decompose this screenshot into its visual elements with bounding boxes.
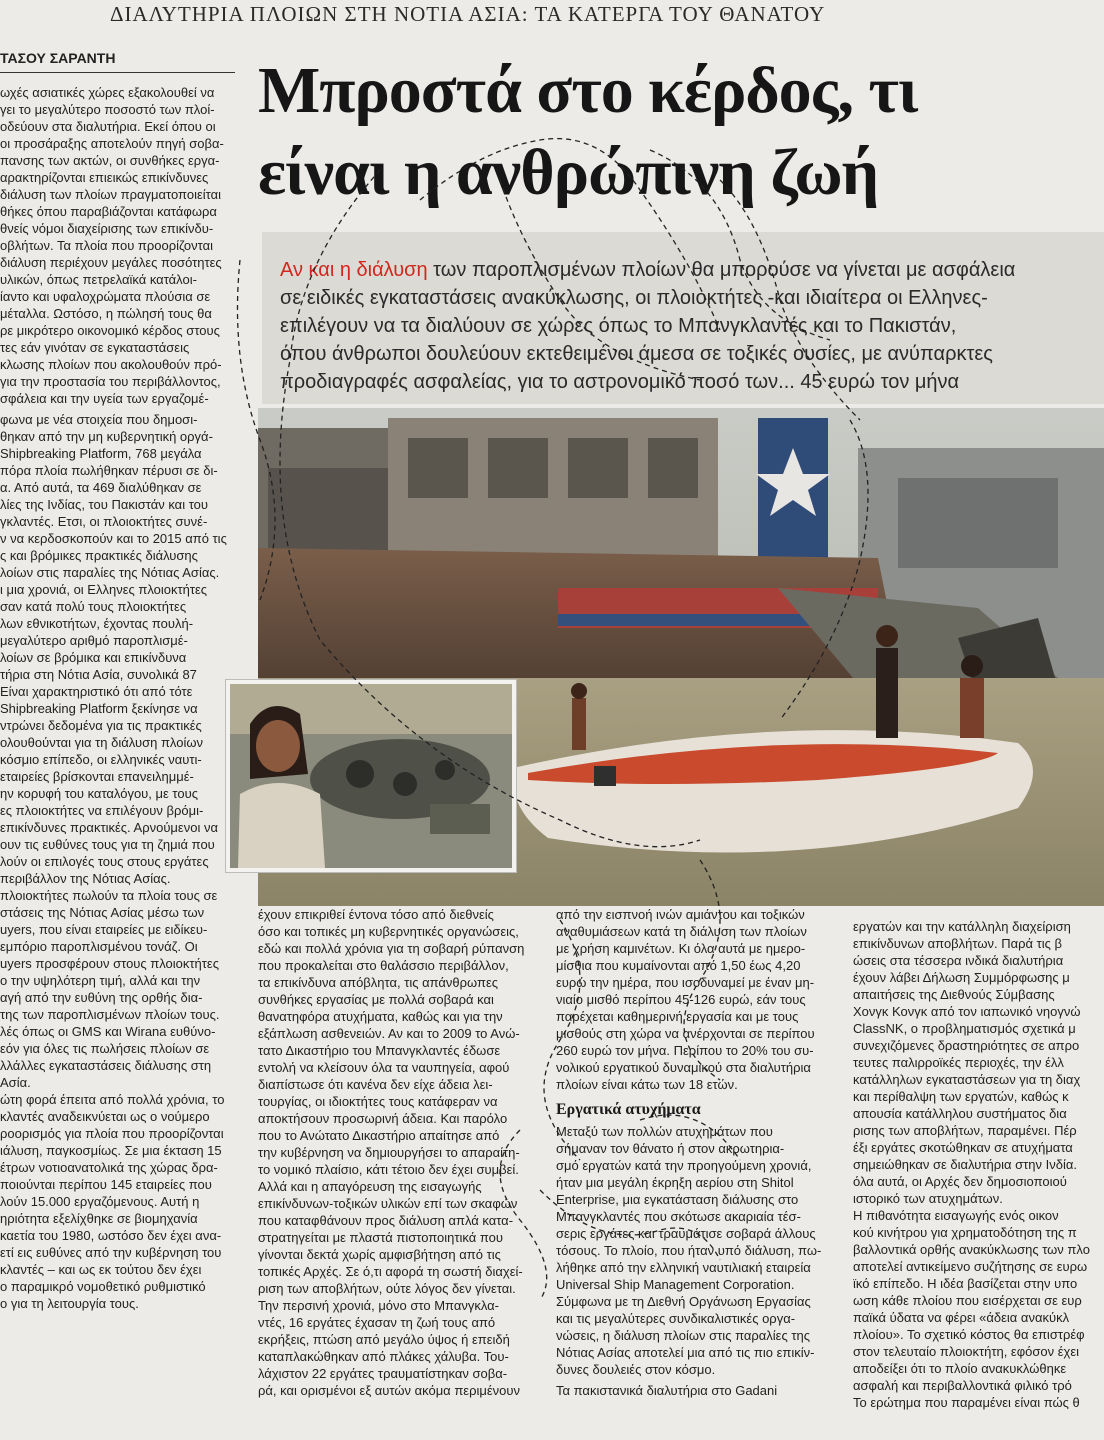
lede-lead-in: Αν και η διάλυση: [280, 259, 428, 281]
text-line: ντρώνει δεδομένα για τις πρακτικές: [0, 718, 202, 733]
text-line: ροορισμός για πλοία που προορίζονται: [0, 1126, 224, 1141]
text-line: που προκαλείται στο θαλάσσιο περιβάλλον,: [258, 958, 509, 973]
text-line: εδώ και πολλά χρόνια για τη σοβαρή ρύπανση: [258, 941, 525, 956]
lede-line-2: σε ειδικές εγκαταστάσεις ανακύκλωσης, οι πλοιοκτήτες -και ιδιαίτερα οι Ελληνες-: [280, 287, 988, 309]
text-line: θηκαν από την μη κυβερνητική οργά-: [0, 429, 213, 444]
section-kicker: ΔΙΑΛΥΤΗΡΙΑ ΠΛΟΙΩΝ ΣΤΗ ΝΟΤΙΑ ΑΣΙΑ: ΤΑ ΚΑΤΕΡΓΑ ΤΟΥ ΘΑΝΑΤΟΥ: [110, 2, 826, 26]
text-line: αγή από την ευθύνη της ορθής δια-: [0, 990, 203, 1005]
text-line: ριση των αποβλήτων, ούτε λόγος δεν γίνεται.: [258, 1281, 516, 1296]
text-line: αποδείξει ότι το πλοίο ανακυκλώθηκε: [853, 1361, 1067, 1376]
headline: [258, 50, 1104, 220]
text-line: παρέχεται καθημερινή εργασία και με τους: [556, 1009, 799, 1024]
text-line: αποκτήσουν προσωρινή άδεια. Και παρόλο: [258, 1111, 508, 1126]
lede-line-3: επιλέγουν να τα διαλύουν σε χώρες όπως το Μπανγκλαντές και το Πακιστάν,: [280, 315, 957, 337]
text-line: τουργίας, οι ιδιοκτήτες τους κατάφεραν να: [258, 1094, 498, 1109]
text-line: Ασία.: [0, 1075, 31, 1090]
text-line: έτρων νοτιοανατολικά της χώρας δρα-: [0, 1160, 218, 1175]
text-line: Μεταξύ των πολλών ατυχημάτων που: [556, 1124, 773, 1139]
text-line: από την εισπνοή ινών αμιάντου και τοξικών: [556, 907, 805, 922]
text-line: απαιτήσεις της Διεθνούς Σύμβασης: [853, 987, 1055, 1002]
lede-line-5: προδιαγραφές ασφαλείας, για το αστρονομικό ποσό των... 45 ευρώ τον μήνα: [280, 371, 960, 393]
text-line: θανατηφόρα ατυχήματα, καθώς και για την: [258, 1009, 503, 1024]
text-line: συνεχιζόμενες δραστηριότητες σε απρο: [853, 1038, 1080, 1053]
text-line: ClassNK, ο προβληματισμός σχετικά μ: [853, 1021, 1076, 1036]
text-line: λοίων σε βρόμικα και επικίνδυνα: [0, 650, 187, 665]
text-line: διαπίστωσε ότι κανένα δεν είχε άδεια λει-: [258, 1077, 493, 1092]
text-line: Shipbreaking Platform ξεκίνησε να: [0, 701, 198, 716]
text-line: ην κορυφή του καταλόγου, με τους: [0, 786, 198, 801]
text-line: Τα πακιστανικά διαλυτήρια στο Gadani: [556, 1383, 778, 1398]
text-line: που το Ανώτατο Δικαστήριο απαίτησε από: [258, 1128, 500, 1143]
text-line: αποτελεί αντικείμενο συζήτησης σε ευρω: [853, 1259, 1088, 1274]
text-line: κατάλληλων εγκαταστάσεων για τη διαχ: [853, 1072, 1081, 1087]
text-line: ωση κάθε πλοίου που εισέρχεται σε ευρ: [853, 1293, 1082, 1308]
text-line: με χρήση καμινέτων. Κι όλα αυτά με ημερο-: [556, 941, 806, 956]
lede-box: [262, 232, 1104, 404]
text-line: ετί εις ευθύνες από την κυβέρνηση του: [0, 1245, 222, 1260]
child-scrapyard-illustration: [230, 684, 512, 868]
text-line: Την περσινή χρονιά, μόνο στο Μπανγκλα-: [258, 1298, 499, 1313]
text-line: Σύμφωνα με τη Διεθνή Οργάνωση Εργασίας: [556, 1294, 811, 1309]
text-line: τόσους. Το πλοίο, που ήταν υπό διάλυση, πω-: [556, 1243, 822, 1258]
text-line: ουν τις ευθύνες τους για τη ζημιά που: [0, 837, 215, 852]
text-line: σφάλεια και την υγεία των εργαζομέ-: [0, 391, 209, 406]
text-line: σήμαναν τον θάνατο ή στον ακρωτηρια-: [556, 1141, 785, 1156]
text-line: καταπλακώθηκαν από πλάκες χάλυβα. Του-: [258, 1349, 509, 1364]
text-line: οδεύουν στα διαλυτήρια. Εκεί όπου οι: [0, 119, 216, 134]
article-column-2: [258, 906, 543, 1440]
text-line: μίσθια που κυμαίνονται από 1,50 έως 4,20: [556, 958, 801, 973]
text-line: γει το μεγαλύτερο ποσοστό των πλοί-: [0, 102, 215, 117]
text-line: αρακτηρίζονται επιεικώς επικίνδυνες: [0, 170, 209, 185]
text-line: για την προστασία του περιβάλλοντος,: [0, 374, 221, 389]
text-line: ώτη φορά έπειτα από πολλά χρόνια, το: [0, 1092, 225, 1107]
article-column-4: [853, 918, 1104, 1440]
text-line: ο την υψηλότερη τιμή, αλλά και την: [0, 973, 201, 988]
text-line: uyers, που είναι εταιρείες με ειδίκευ-: [0, 922, 208, 937]
text-line: λούν 15.000 εργαζόμενους. Αυτή η: [0, 1194, 200, 1209]
article-column-3: [556, 906, 841, 1440]
text-line: σαν κατά πολύ τους πλοιοκτήτες: [0, 599, 187, 614]
text-line: τα επικίνδυνα απόβλητα, τις απάνθρωπες: [258, 975, 499, 990]
text-line: λίες της Ινδίας, του Πακιστάν και του: [0, 497, 208, 512]
text-line: σερις εργάτες και τραυμάτισε σοβαρά άλλους: [556, 1226, 816, 1241]
text-line: τες εάν γινόταν σε εγκαταστάσεις: [0, 340, 190, 355]
text-line: Universal Ship Management Corporation.: [556, 1277, 795, 1292]
text-line: ρε μικρότερο οικονομικό κέρδος στους: [0, 323, 220, 338]
text-line: έχουν επικριθεί έντονα τόσο από διεθνείς: [258, 907, 494, 922]
text-line: ποιούνται περίπου 145 εταιρείες που: [0, 1177, 212, 1192]
text-line: που καταφθάνουν προς διάλυση απλά κατα-: [258, 1213, 514, 1228]
text-line: ο για τη λειτουργία τους.: [0, 1296, 139, 1311]
text-line: πανσης των ακτών, οι συνθήκες εργα-: [0, 153, 220, 168]
article-column-1: [0, 84, 240, 1440]
text-line: α. Από αυτά, τα 469 διαλύθηκαν σε: [0, 480, 202, 495]
inset-photo-child: [226, 680, 516, 872]
text-line: λάχιστον 22 εργάτες τραυματίστηκαν σοβα-: [258, 1366, 508, 1381]
text-line: αναθυμιάσεων κατά τη διάλυση των πλοίων: [556, 924, 807, 939]
text-line: επικίνδυνων αποβλήτων. Παρά τις β: [853, 936, 1063, 951]
text-line: τοπικές Αρχές. Σε ό,τι αφορά τη σωστή διαχεί-: [258, 1264, 523, 1279]
text-line: Enterprise, μια εγκατάσταση διάλυσης στο: [556, 1192, 799, 1207]
text-line: λλάλλες εγκαταστάσεις διάλυσης στη: [0, 1058, 212, 1073]
text-line: νιαίο μισθό περίπου 45-126 ευρώ, εάν τους: [556, 992, 806, 1007]
text-line: ηριότητα εξελίχθηκε σε βιομηχανία: [0, 1211, 198, 1226]
text-line: σημειώθηκαν σε διαλυτήρια στην Ινδία.: [853, 1157, 1078, 1172]
byline: ΤΑΣΟΥ ΣΑΡΑΝΤΗ: [0, 50, 235, 73]
text-line: στάσεις της Νότιας Ασίας μέσω των: [0, 905, 205, 920]
text-line: εόν για όλες τις πωλήσεις πλοίων σε: [0, 1041, 210, 1056]
text-line: ολουθούνται για τη διάλυση πλοίων: [0, 735, 203, 750]
text-line: ν να κερδοσκοπούν και το 2015 από τις: [0, 531, 227, 546]
text-line: uyers προσφέρουν στους πλοιοκτήτες: [0, 956, 219, 971]
text-line: λων εθνικοτήτων, έχοντας πουλή-: [0, 616, 194, 631]
text-line: την κυβέρνηση να δημιουργήσει το απαραίτη-: [258, 1145, 520, 1160]
text-line: εταιρείες βρίσκονται επανειλημμέ-: [0, 769, 194, 784]
lede-line-1: [280, 256, 1104, 284]
text-line: κού κινήτρου για χρηματοδότηση της π: [853, 1225, 1077, 1240]
text-line: γκλαντές. Ετσι, οι πλοιοκτήτες συνέ-: [0, 514, 208, 529]
text-line: τατο Δικαστήριο του Μπανγκλαντές έδωσε: [258, 1043, 501, 1058]
headline-line-2: είναι η ανθρώπινη ζωή: [258, 136, 879, 209]
subhead-work-accidents: Εργατικά ατυχήματα: [556, 1101, 701, 1118]
text-line: ο παραμικρό νομοθετικό ρυθμιστικό: [0, 1279, 206, 1294]
text-line: υλικών, όπως πετρελαϊκά κατάλοι-: [0, 272, 197, 287]
text-line: ασφαλή και περιβαλλοντικά φιλικό τρό: [853, 1378, 1072, 1393]
text-line: έχουν λάβει Δήλωση Συμμόρφωσης μ: [853, 970, 1070, 985]
text-line: λές όπως οι GMS και Wirana ευθύνο-: [0, 1024, 216, 1039]
text-line: πόρα πλοία πωλήθηκαν πέρυσι σε δι-: [0, 463, 218, 478]
text-line: πλοιοκτήτες πωλούν τα πλοία τους σε: [0, 888, 218, 903]
text-line: και περίθαλψη των εργατών, καθώς κ: [853, 1089, 1069, 1104]
text-line: διάλυση περιέχουν μεγάλες ποσότητες: [0, 255, 222, 270]
text-line: ιάλυση, παγκοσμίως. Σε μια έκταση 15: [0, 1143, 222, 1158]
text-line: έξι εργάτες σκοτώθηκαν σε ατυχήματα: [853, 1140, 1073, 1155]
text-line: πλοίων είναι κάτω των 18 ετών.: [556, 1077, 738, 1092]
text-line: εμπόριο παροπλισμένου τονάζ. Οι: [0, 939, 198, 954]
text-line: το νομικό πλαίσιο, κάτι τέτοιο δεν έχει συμβεί.: [258, 1162, 519, 1177]
text-line: στρατηγείται με πλαστά πιστοποιητικά που: [258, 1230, 504, 1245]
text-line: ες πλοιοκτήτες να επιλέγουν βρόμι-: [0, 803, 204, 818]
text-line: ϊκό επίπεδο. Η ιδέα βασίζεται στην υπο: [853, 1276, 1078, 1291]
lede-line-1-rest: των παροπλισμένων πλοίων θα μπορούσε να γίνεται με ασφάλεια: [427, 259, 1016, 281]
text-line: Χονγκ Κονγκ από τον ιαπωνικό νηογνώ: [853, 1004, 1081, 1019]
text-line: επικίνδυνες πρακτικές. Αρνούμενοι να: [0, 820, 218, 835]
text-line: κλαντές αναδεικνύεται ως ο νούμερο: [0, 1109, 210, 1124]
text-line: θήκες όπου παραβιάζονται κατάφωρα: [0, 204, 217, 219]
text-line: Μπανγκλαντές που σκότωσε ακαριαία τέσ-: [556, 1209, 801, 1224]
text-line: ιστορικό των ατυχημάτων.: [853, 1191, 1003, 1206]
text-line: ρά, και ορισμένοι εξ αυτών ακόμα περιμένουν: [258, 1383, 520, 1398]
text-line: ντές, 16 εργάτες έχασαν τη ζωή τους από: [258, 1315, 496, 1330]
text-line: νώσεις, η διάλυση πλοίων στις παραλίες της: [556, 1328, 810, 1343]
text-line: τήρια στη Νότια Ασία, συνολικά 87: [0, 667, 197, 682]
text-line: ίαντο και υφαλοχρώματα πλούσια σε: [0, 289, 211, 304]
text-line: οβλήτων. Τα πλοία που προορίζονται: [0, 238, 213, 253]
text-line: διάλυση των πλοίων πραγματοποιείται: [0, 187, 221, 202]
text-line: της των παροπλισμένων πλοίων τους.: [0, 1007, 220, 1022]
text-line: λούν οι επιλογές τους στους εργάτες: [0, 854, 209, 869]
text-line: θνείς νόμοι διαχείρισης των επικίνδυ-: [0, 221, 214, 236]
text-line: 260 ευρώ τον μήνα. Περίπου το 20% του συ-: [556, 1043, 814, 1058]
text-line: ευρώ την ημέρα, που ισοδυναμεί με έναν μη-: [556, 975, 815, 990]
text-line: λοίων στις παραλίες της Νότιας Ασίας.: [0, 565, 220, 580]
text-line: λήθηκε από την ελληνική ναυτιλιακή εταιρεία: [556, 1260, 811, 1275]
text-line: Shipbreaking Platform, 768 μεγάλα: [0, 446, 202, 461]
text-line: μισθούς στη χώρα να ανέρχονται σε περίπου: [556, 1026, 815, 1041]
text-line: Αλλά και η απαγόρευση της εισαγωγής: [258, 1179, 482, 1194]
text-line: εκρήξεις, πτώση από μεγάλο ύψος ή επειδή: [258, 1332, 510, 1347]
text-line: οι προσάραξης αποτελούν πηγή σοβα-: [0, 136, 224, 151]
text-line: νολικού εργατικού δυναμικού στα διαλυτήρια: [556, 1060, 811, 1075]
text-line: φωνα με νέα στοιχεία που δημοσι-: [0, 412, 198, 427]
text-line: τευτες παλιρροϊκές περιοχές, την έλλ: [853, 1055, 1064, 1070]
lede-line-4: όπου άνθρωποι δουλεύουν εκτεθειμένοι άμεσα σε τοξικές ουσίες, με ανύπαρκτες: [280, 343, 993, 365]
text-line: εξάπλωση ασθενειών. Αν και το 2009 το Ανώ-: [258, 1026, 520, 1041]
text-line: όσο και τοπικές μη κυβερνητικές οργανώσεις,: [258, 924, 519, 939]
text-line: και τις μεγαλύτερες συνδικαλιστικές οργα-: [556, 1311, 796, 1326]
text-line: μεγαλύτερο αριθμό παροπλισμέ-: [0, 633, 188, 648]
text-line: πλοίου». Το σχετικό κόστος θα επιστρέφ: [853, 1327, 1085, 1342]
text-line: όλα αυτά, οι Αρχές δεν δημοσιοποιού: [853, 1174, 1067, 1189]
text-line: κόσμιο επίπεδο, οι ελληνικές ναυτι-: [0, 752, 202, 767]
headline-line-1: Μπροστά στο κέρδος, τι: [258, 54, 918, 127]
text-line: μέταλλα. Ωστόσο, η πώλησή τους θα: [0, 306, 212, 321]
text-line: δυνες δουλειές στον κόσμο.: [556, 1362, 716, 1377]
text-line: επικίνδυνων-τοξικών υλικών επί των σκαφών: [258, 1196, 518, 1211]
text-line: σμό εργατών κατά την προηγούμενη χρονιά,: [556, 1158, 812, 1173]
text-line: ς και βρόμικες πρακτικές διάλυσης: [0, 548, 198, 563]
text-line: περιβάλλον της Νότιας Ασίας.: [0, 871, 171, 886]
text-line: ρισης των αποβλήτων, παραμένει. Πέρ: [853, 1123, 1077, 1138]
text-line: Νότιας Ασίας αποτελεί μια από τις πιο επικίν-: [556, 1345, 815, 1360]
text-line: απουσία κατάλληλου συστήματος δια: [853, 1106, 1067, 1121]
text-line: εντολή να κλείσουν όλα τα ναυπηγεία, αφού: [258, 1060, 510, 1075]
text-line: Η πιθανότητα εισαγωγής ενός οικον: [853, 1208, 1059, 1223]
text-line: ωχές ασιατικές χώρες εξακολουθεί να: [0, 85, 215, 100]
text-line: βαλλοντικά ορθής ανακύκλωσης των πλο: [853, 1242, 1090, 1257]
text-line: Είναι χαρακτηριστικό ότι από τότε: [0, 684, 193, 699]
text-line: ήταν μια μεγάλη έκρηξη αερίου στη Shitol: [556, 1175, 794, 1190]
text-line: εργατών και την κατάλληλη διαχείριση: [853, 919, 1071, 934]
text-line: κλαντές – και ως εκ τούτου δεν έχει: [0, 1262, 202, 1277]
text-line: ώσεις στα τέσσερα ινδικά διαλυτήρια: [853, 953, 1064, 968]
text-line: στον τελευταίο πλοιοκτήτη, εφόσον έχει: [853, 1344, 1080, 1359]
text-line: καετία του 1980, ωστόσο δεν έχει ανα-: [0, 1228, 222, 1243]
text-line: Το ερώτημα που παραμένει είναι πώς θ: [853, 1395, 1080, 1410]
text-line: παϊκά ύδατα να φέρει «άδεια ανακύκλ: [853, 1310, 1070, 1325]
text-line: ι μια χρονιά, οι Ελληνες πλοιοκτήτες: [0, 582, 208, 597]
text-line: συνθήκες εργασίας με πολλά σοβαρά και: [258, 992, 494, 1007]
text-line: γίνονται δεκτά χωρίς αμφισβήτηση από τις: [258, 1247, 501, 1262]
text-line: κλωσης πλοίων που ακολουθούν πρό-: [0, 357, 222, 372]
